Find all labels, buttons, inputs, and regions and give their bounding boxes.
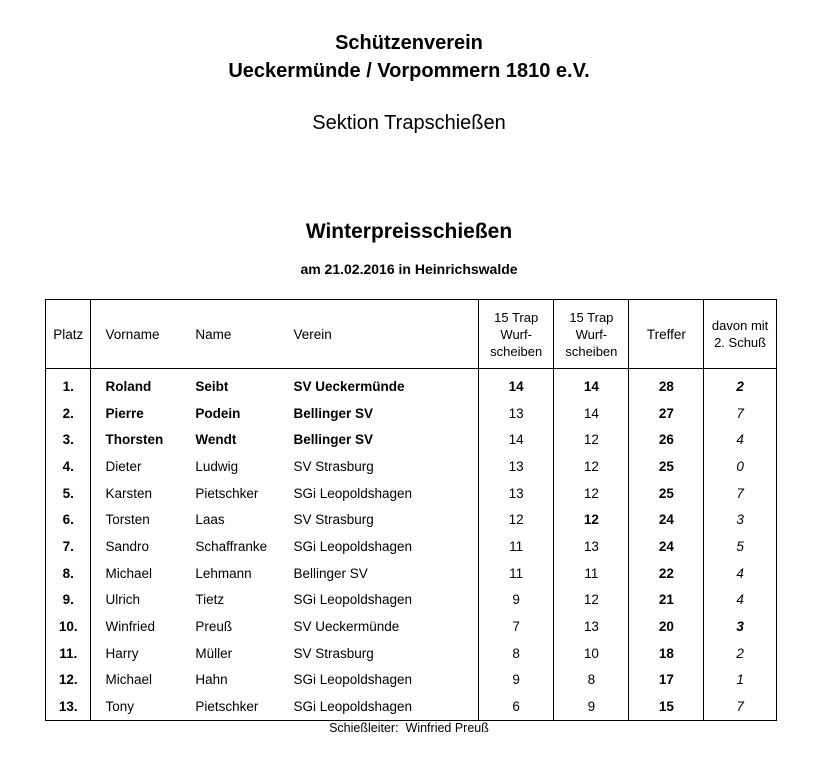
cell-club: Bellinger SV bbox=[291, 400, 478, 427]
cell-last-name: Müller bbox=[195, 645, 233, 661]
cell-second-shot: 3 bbox=[736, 619, 744, 635]
cell-first-name: Sandro bbox=[105, 538, 150, 554]
cell-last-name: Ludwig bbox=[195, 458, 239, 474]
cell-club: Bellinger SV bbox=[291, 560, 478, 587]
cell-last-name: Seibt bbox=[195, 378, 229, 394]
cell-first-name: Pierre bbox=[105, 405, 144, 421]
table-row bbox=[46, 613, 777, 640]
cell-series-2: 14 bbox=[554, 369, 629, 400]
cell-club: SGi Leopoldshagen bbox=[291, 587, 478, 614]
cell-series-1: 13 bbox=[479, 400, 554, 427]
cell-rank: 8. bbox=[46, 560, 91, 587]
cell-series-1: 11 bbox=[479, 560, 554, 587]
col-header-hits: Treffer bbox=[629, 300, 704, 369]
cell-series-1: 9 bbox=[479, 587, 554, 614]
cell-rank: 11. bbox=[46, 640, 91, 667]
cell-series-1: 11 bbox=[479, 533, 554, 560]
cell-first-name: Michael bbox=[105, 565, 152, 581]
table-row bbox=[46, 587, 777, 614]
cell-rank: 6. bbox=[46, 506, 91, 533]
results-table-body bbox=[46, 369, 777, 721]
cell-hits: 17 bbox=[629, 667, 704, 694]
cell-series-1: 8 bbox=[479, 640, 554, 667]
col-header-series-1-line3: scheiben bbox=[490, 343, 543, 359]
cell-last-name: Schaffranke bbox=[195, 538, 268, 554]
cell-club: SV Strasburg bbox=[291, 640, 478, 667]
cell-series-2: 12 bbox=[554, 480, 629, 507]
cell-rank: 7. bbox=[46, 533, 91, 560]
cell-club: SV Strasburg bbox=[291, 506, 478, 533]
cell-rank: 1. bbox=[46, 369, 91, 400]
cell-hits: 24 bbox=[629, 533, 704, 560]
cell-series-1: 14 bbox=[479, 426, 554, 453]
cell-rank: 9. bbox=[46, 587, 91, 614]
event-date-location: am 21.02.2016 in Heinrichswalde bbox=[300, 261, 518, 277]
range-officer-name: Winfried Preuß bbox=[405, 721, 489, 735]
cell-series-2: 12 bbox=[554, 426, 629, 453]
cell-last-name: Pietschker bbox=[195, 485, 259, 501]
col-header-second-shot-line2: 2. Schuß bbox=[714, 335, 767, 350]
cell-series-1: 12 bbox=[479, 506, 554, 533]
cell-hits: 25 bbox=[629, 453, 704, 480]
cell-last-name: Pietschker bbox=[195, 699, 259, 715]
cell-series-2: 12 bbox=[554, 506, 629, 533]
cell-second-shot: 4 bbox=[736, 592, 744, 608]
table-row bbox=[46, 533, 777, 560]
cell-last-name: Hahn bbox=[195, 672, 228, 688]
table-row bbox=[46, 506, 777, 533]
cell-series-1: 7 bbox=[479, 613, 554, 640]
cell-first-name: Torsten bbox=[105, 512, 150, 528]
cell-hits: 20 bbox=[629, 613, 704, 640]
col-header-series-1-line1: 15 Trap bbox=[494, 309, 539, 325]
cell-club: SGi Leopoldshagen bbox=[291, 480, 478, 507]
range-officer bbox=[0, 721, 818, 735]
cell-second-shot: 4 bbox=[736, 565, 744, 581]
cell-last-name: Tietz bbox=[195, 592, 225, 608]
cell-series-1: 13 bbox=[479, 480, 554, 507]
cell-series-2: 14 bbox=[554, 400, 629, 427]
cell-second-shot: 5 bbox=[736, 538, 744, 554]
table-row bbox=[46, 369, 777, 400]
cell-club: SV Ueckermünde bbox=[291, 613, 478, 640]
cell-second-shot: 7 bbox=[736, 405, 744, 421]
club-location: Ueckermünde / Vorpommern 1810 e.V. bbox=[228, 60, 590, 82]
club-name: Schützenverein bbox=[335, 32, 483, 54]
results-table-header bbox=[46, 300, 777, 369]
cell-first-name: Roland bbox=[105, 378, 152, 394]
cell-rank: 13. bbox=[46, 693, 91, 720]
cell-second-shot: 3 bbox=[736, 512, 744, 528]
cell-series-2: 13 bbox=[554, 533, 629, 560]
cell-rank: 2. bbox=[46, 400, 91, 427]
cell-club: SV Strasburg bbox=[291, 453, 478, 480]
cell-first-name: Thorsten bbox=[105, 432, 164, 448]
cell-hits: 18 bbox=[629, 640, 704, 667]
cell-series-1: 9 bbox=[479, 667, 554, 694]
cell-last-name: Preuß bbox=[195, 619, 233, 635]
table-row bbox=[46, 426, 777, 453]
col-header-second-shot bbox=[704, 300, 777, 369]
cell-series-2: 10 bbox=[554, 640, 629, 667]
cell-first-name: Harry bbox=[105, 645, 139, 661]
cell-first-name: Karsten bbox=[105, 485, 152, 501]
table-row bbox=[46, 560, 777, 587]
cell-series-2: 8 bbox=[554, 667, 629, 694]
cell-series-1: 6 bbox=[479, 693, 554, 720]
cell-series-2: 12 bbox=[554, 587, 629, 614]
cell-series-2: 12 bbox=[554, 453, 629, 480]
table-row bbox=[46, 640, 777, 667]
cell-rank: 5. bbox=[46, 480, 91, 507]
cell-first-name: Ulrich bbox=[105, 592, 140, 608]
cell-series-2: 9 bbox=[554, 693, 629, 720]
cell-hits: 15 bbox=[629, 693, 704, 720]
cell-second-shot: 0 bbox=[736, 458, 744, 474]
cell-rank: 4. bbox=[46, 453, 91, 480]
page-title: Winterpreisschießen bbox=[305, 220, 513, 243]
cell-club: SGi Leopoldshagen bbox=[291, 533, 478, 560]
cell-first-name: Michael bbox=[105, 672, 152, 688]
col-header-rank: Platz bbox=[46, 300, 91, 369]
cell-club: Bellinger SV bbox=[291, 426, 478, 453]
cell-second-shot: 1 bbox=[736, 672, 744, 688]
col-header-series-1-line2: Wurf- bbox=[500, 326, 532, 342]
cell-last-name: Lehmann bbox=[195, 565, 252, 581]
col-header-club: Verein bbox=[291, 300, 478, 369]
section-name: Sektion Trapschießen bbox=[312, 112, 506, 134]
table-row bbox=[46, 453, 777, 480]
header-row bbox=[46, 300, 777, 369]
cell-hits: 28 bbox=[629, 369, 704, 400]
results-table bbox=[45, 299, 777, 721]
cell-series-1: 14 bbox=[479, 369, 554, 400]
cell-second-shot: 7 bbox=[736, 699, 744, 715]
range-officer-label: Schießleiter: bbox=[329, 721, 399, 735]
cell-second-shot: 2 bbox=[736, 378, 744, 394]
cell-hits: 22 bbox=[629, 560, 704, 587]
cell-last-name: Podein bbox=[195, 405, 241, 421]
col-header-last-name: Name bbox=[193, 300, 291, 369]
cell-hits: 25 bbox=[629, 480, 704, 507]
col-header-series-2 bbox=[554, 300, 629, 369]
col-header-first-name: Vorname bbox=[91, 300, 193, 369]
cell-hits: 26 bbox=[629, 426, 704, 453]
cell-hits: 21 bbox=[629, 587, 704, 614]
cell-series-2: 13 bbox=[554, 613, 629, 640]
cell-club: SV Ueckermünde bbox=[291, 369, 478, 400]
col-header-series-2-line2: Wurf- bbox=[575, 326, 608, 342]
table-row bbox=[46, 480, 777, 507]
cell-club: SGi Leopoldshagen bbox=[291, 667, 478, 694]
cell-last-name: Wendt bbox=[195, 432, 237, 448]
col-header-series-2-line1: 15 Trap bbox=[569, 309, 614, 325]
cell-rank: 3. bbox=[46, 426, 91, 453]
table-row bbox=[46, 693, 777, 720]
cell-second-shot: 2 bbox=[736, 645, 744, 661]
cell-series-2: 11 bbox=[554, 560, 629, 587]
cell-hits: 24 bbox=[629, 506, 704, 533]
cell-rank: 10. bbox=[46, 613, 91, 640]
cell-club: SGi Leopoldshagen bbox=[291, 693, 478, 720]
cell-first-name: Tony bbox=[105, 699, 134, 715]
cell-first-name: Winfried bbox=[105, 619, 155, 635]
cell-first-name: Dieter bbox=[105, 458, 142, 474]
cell-rank: 12. bbox=[46, 667, 91, 694]
cell-second-shot: 7 bbox=[736, 485, 744, 501]
cell-last-name: Laas bbox=[195, 512, 225, 528]
col-header-series-2-line3: scheiben bbox=[565, 343, 618, 359]
cell-series-1: 13 bbox=[479, 453, 554, 480]
col-header-second-shot-line1: davon mit bbox=[711, 318, 769, 333]
col-header-series-1 bbox=[479, 300, 554, 369]
cell-hits: 27 bbox=[629, 400, 704, 427]
cell-second-shot: 4 bbox=[736, 432, 744, 448]
table-row bbox=[46, 400, 777, 427]
table-row bbox=[46, 667, 777, 694]
